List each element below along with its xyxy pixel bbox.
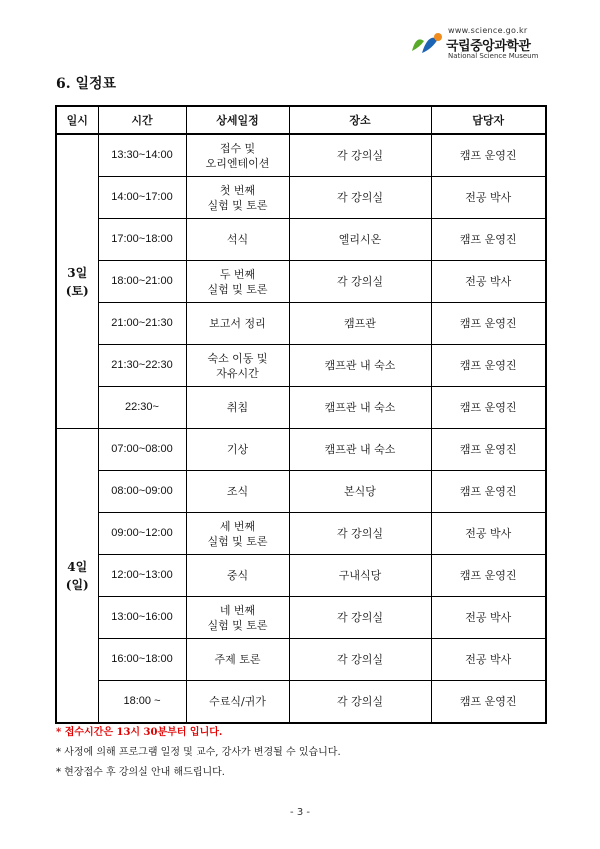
table-row	[56, 177, 546, 219]
detail-cell: 기상	[186, 429, 289, 471]
manager-cell: 캠프 운영진	[431, 345, 546, 387]
place-cell: 각 강의실	[289, 513, 431, 555]
manager-cell: 캠프 운영진	[431, 681, 546, 724]
table-row	[56, 681, 546, 724]
table-row	[56, 303, 546, 345]
place-cell: 엘리시온	[289, 219, 431, 261]
table-row	[56, 261, 546, 303]
header-detail: 상세일정	[186, 106, 289, 134]
place-cell: 각 강의실	[289, 639, 431, 681]
header-place: 장소	[289, 106, 431, 134]
time-cell: 14:00~17:00	[98, 177, 186, 219]
schedule-body	[56, 134, 546, 723]
museum-logo-icon	[410, 31, 444, 55]
detail-cell: 주제 토론	[186, 639, 289, 681]
manager-cell: 캠프 운영진	[431, 387, 546, 429]
note-item: * 현장접수 후 강의실 안내 해드립니다.	[56, 767, 225, 778]
table-row	[56, 345, 546, 387]
detail-cell: 석식	[186, 219, 289, 261]
table-row	[56, 429, 546, 471]
time-cell: 12:00~13:00	[98, 555, 186, 597]
time-cell: 09:00~12:00	[98, 513, 186, 555]
manager-cell: 전공 박사	[431, 177, 546, 219]
place-cell: 각 강의실	[289, 681, 431, 724]
detail-cell: 접수 및 오리엔테이션	[186, 134, 289, 177]
manager-cell: 캠프 운영진	[431, 429, 546, 471]
time-cell: 16:00~18:00	[98, 639, 186, 681]
header-time: 시간	[98, 106, 186, 134]
logo-name: 국립중앙과학관	[446, 39, 531, 54]
day-cell: 3일 (토)	[56, 134, 98, 429]
detail-cell: 세 번째 실험 및 토론	[186, 513, 289, 555]
page-number: - 3 -	[290, 807, 310, 818]
manager-cell: 전공 박사	[431, 597, 546, 639]
table-row	[56, 513, 546, 555]
time-cell: 21:00~21:30	[98, 303, 186, 345]
manager-cell: 전공 박사	[431, 513, 546, 555]
detail-cell: 보고서 정리	[186, 303, 289, 345]
manager-cell: 캠프 운영진	[431, 555, 546, 597]
schedule-table	[55, 105, 547, 724]
table-row	[56, 471, 546, 513]
detail-cell: 조식	[186, 471, 289, 513]
time-cell: 18:00~21:00	[98, 261, 186, 303]
detail-cell: 중식	[186, 555, 289, 597]
detail-cell: 수료식/귀가	[186, 681, 289, 724]
time-cell: 13:00~16:00	[98, 597, 186, 639]
place-cell: 각 강의실	[289, 134, 431, 177]
place-cell: 캠프관 내 숙소	[289, 429, 431, 471]
manager-cell: 전공 박사	[431, 639, 546, 681]
time-cell: 22:30~	[98, 387, 186, 429]
time-cell: 21:30~22:30	[98, 345, 186, 387]
time-cell: 13:30~14:00	[98, 134, 186, 177]
logo-url: www.science.go.kr	[448, 26, 528, 35]
manager-cell: 캠프 운영진	[431, 134, 546, 177]
note-item: * 사정에 의해 프로그램 일정 및 교수, 강사가 변경될 수 있습니다.	[56, 747, 341, 758]
place-cell: 각 강의실	[289, 261, 431, 303]
table-row	[56, 597, 546, 639]
header-date: 일시	[56, 106, 98, 134]
detail-cell: 두 번째 실험 및 토론	[186, 261, 289, 303]
note-item: * 접수시간은 13시 30분부터 입니다.	[56, 727, 223, 738]
header-manager: 담당자	[431, 106, 546, 134]
museum-logo	[410, 26, 550, 62]
place-cell: 본식당	[289, 471, 431, 513]
detail-cell: 네 번째 실험 및 토론	[186, 597, 289, 639]
table-row	[56, 555, 546, 597]
table-row	[56, 219, 546, 261]
logo-subtitle: National Science Museum	[448, 52, 539, 60]
day-cell: 4일 (일)	[56, 429, 98, 724]
detail-cell: 숙소 이동 및 자유시간	[186, 345, 289, 387]
manager-cell: 전공 박사	[431, 261, 546, 303]
detail-cell: 첫 번째 실험 및 토론	[186, 177, 289, 219]
table-row	[56, 134, 546, 177]
detail-cell: 취침	[186, 387, 289, 429]
place-cell: 각 강의실	[289, 597, 431, 639]
manager-cell: 캠프 운영진	[431, 303, 546, 345]
place-cell: 캠프관 내 숙소	[289, 345, 431, 387]
table-row	[56, 387, 546, 429]
section-title: 6. 일정표	[56, 76, 117, 92]
place-cell: 구내식당	[289, 555, 431, 597]
place-cell: 캠프관 내 숙소	[289, 387, 431, 429]
place-cell: 각 강의실	[289, 177, 431, 219]
manager-cell: 캠프 운영진	[431, 219, 546, 261]
place-cell: 캠프관	[289, 303, 431, 345]
time-cell: 18:00 ~	[98, 681, 186, 724]
table-header-row	[56, 106, 546, 134]
time-cell: 08:00~09:00	[98, 471, 186, 513]
table-row	[56, 639, 546, 681]
manager-cell: 캠프 운영진	[431, 471, 546, 513]
time-cell: 17:00~18:00	[98, 219, 186, 261]
time-cell: 07:00~08:00	[98, 429, 186, 471]
notes	[56, 723, 341, 783]
